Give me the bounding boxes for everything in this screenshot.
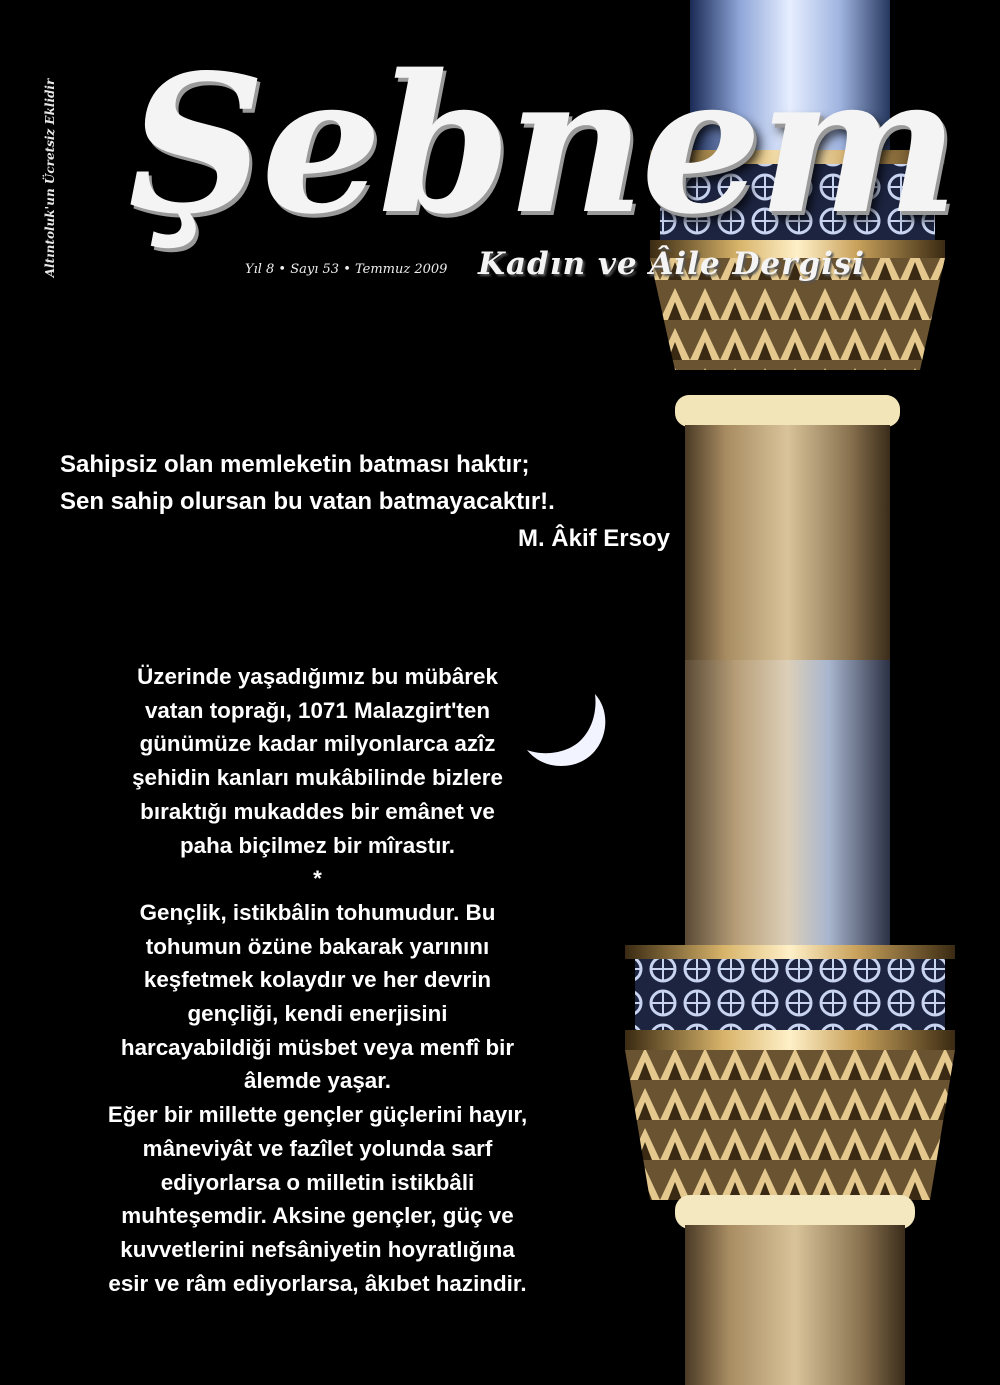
body-line: Gençlik, istikbâlin tohumudur. Bu	[139, 899, 496, 925]
magazine-title: Şebnem	[128, 33, 956, 256]
body-line: kuvvetlerini nefsâniyetin hoyratlığına	[120, 1236, 515, 1262]
body-line: tohumun özüne bakarak yarınını	[145, 933, 490, 959]
body-line: Eğer bir millette gençler güçlerini hayır,	[107, 1102, 528, 1128]
quote-line: Sen sahip olursan bu vatan batmayacaktır!.	[60, 488, 555, 515]
body-line: âlemde yaşar.	[244, 1068, 391, 1094]
issue-info: Yıl 8 • Sayı 53 • Temmuz 2009	[245, 262, 448, 277]
side-vertical-text	[30, 70, 70, 285]
body-line: keşfetmek kolaydır ve her devrin	[143, 967, 492, 993]
body-line: paha biçilmez bir mîrastır.	[179, 832, 455, 858]
section-separator: *	[313, 866, 322, 892]
body-line: Üzerinde yaşadığımız bu mübârek	[137, 664, 498, 689]
body-line: günümüze kadar milyonlarca azîz	[139, 731, 496, 757]
body-line: vatan toprağı, 1071 Malazgirt'ten	[144, 697, 490, 723]
magazine-subtitle: Kadın ve Âile Dergisi	[478, 246, 866, 282]
body-line: mâneviyât ve fazîlet yolunda sarf	[142, 1135, 493, 1161]
body-line: ediyorlarsa o milletin istikbâli	[160, 1169, 475, 1195]
side-text-label: Altıntoluk'un Ücretsiz Eklidir	[43, 78, 57, 277]
body-line: harcayabildiği müsbet veya menfî bir	[120, 1034, 515, 1060]
quote-author: M. Âkif Ersoy	[517, 525, 670, 552]
body-line: muhteşemdir. Aksine gençler, güç ve	[121, 1203, 514, 1229]
body-text-block	[40, 660, 595, 1300]
body-line: şehidin kanları mukâbilinde bizlere	[132, 765, 503, 791]
body-line: gençliği, kendi enerjisini	[187, 1001, 448, 1027]
body-line: esir ve râm ediyorlarsa, âkıbet hazindir.	[108, 1270, 527, 1296]
masthead	[128, 30, 956, 260]
quote-line: Sahipsiz olan memleketin batması haktır;	[60, 451, 530, 478]
body-line: bıraktığı mukaddes bir emânet ve	[140, 798, 495, 824]
quote-block	[60, 446, 670, 557]
